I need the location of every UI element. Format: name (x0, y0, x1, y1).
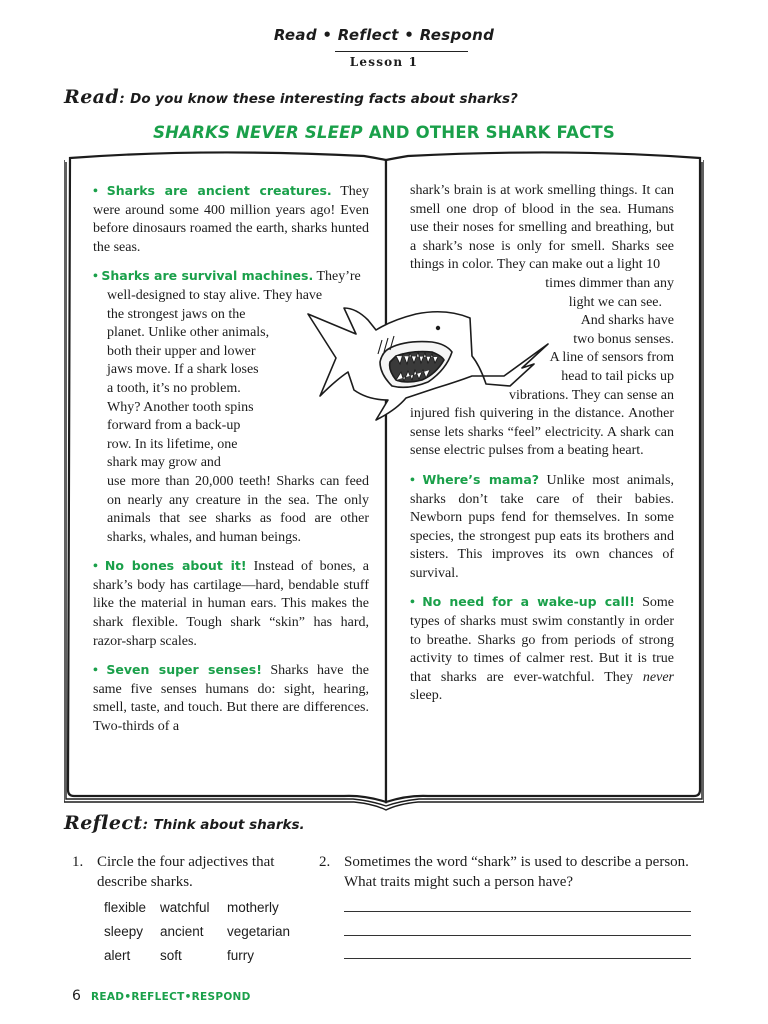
wrap-line: And sharks have (580, 313, 674, 329)
wrap-line: A line of sensors from (549, 350, 674, 366)
bullet-dot-icon: • (93, 184, 98, 199)
fact-mama (410, 471, 674, 584)
answer-line[interactable] (344, 958, 691, 959)
read-question: Do you know these interesting facts about sharks? (130, 91, 518, 107)
fact-label: No bones about it! (104, 558, 247, 574)
fact-ancient (93, 182, 369, 257)
fact-text-end: sleep. (410, 688, 443, 704)
adjective-word[interactable]: vegetarian (227, 924, 291, 939)
reflect-prompt: Think about sharks. (153, 817, 305, 833)
question-1-number: 1. (72, 854, 84, 870)
adjective-word[interactable]: sleepy (104, 924, 144, 939)
adjective-word[interactable]: furry (227, 948, 254, 963)
fact-label: Where’s mama? (422, 471, 540, 487)
headline-italic: SHARKS NEVER SLEEP (153, 123, 363, 142)
bullet-dot-icon: • (93, 663, 98, 679)
read-heading (64, 86, 518, 108)
fact-line: well-designed to stay alive. They have (107, 287, 323, 303)
fact-line: the strongest jaws on the (107, 306, 246, 322)
fact-text: Unlike most animals, sharks don’t take care of their babies. Newborn pups fend for themselves. In some species, the strongest pup eats its brothers and sisters. This improves its own chances of survival. (410, 472, 674, 581)
senses-continued-after: injured fish quivering in the distance. Another sense lets sharks “feel” electricity. A shark can sense electric pulses from a beating heart. (410, 406, 674, 459)
wrap-line: two bonus senses. (573, 331, 674, 347)
adjective-word[interactable]: watchful (160, 900, 210, 915)
article-headline (0, 123, 768, 142)
question-2-text: Sometimes the word “shark” is used to describe a person. What traits might such a person have? (344, 854, 689, 890)
adjective-word[interactable]: flexible (104, 900, 147, 915)
reflect-heading (64, 812, 305, 834)
fact-senses (93, 661, 369, 736)
adjective-word[interactable]: ancient (160, 924, 204, 939)
wrap-line: times dimmer than any (545, 275, 674, 291)
adjective-word[interactable]: motherly (227, 900, 279, 915)
series-title: Read • Reflect • Respond (273, 26, 495, 44)
fact-text: Sharks have the same five senses humans do: sight, hearing, smell, taste, and touch. But there are differences. Two-thirds of a (93, 663, 370, 735)
question-2-number: 2. (319, 854, 331, 870)
fact-bones (93, 557, 369, 651)
wrap-line: vibrations. They can sense an (509, 387, 674, 403)
fact-label: No need for a wake-up call! (422, 594, 635, 610)
wrap-line: light we can see. (568, 294, 662, 310)
wrap-line: head to tail picks up (561, 368, 674, 384)
fact-line: a tooth, it’s no problem. (107, 380, 241, 396)
page-number: 6 (72, 988, 81, 1004)
fact-wake (410, 593, 674, 706)
fact-line: Why? Another tooth spins (107, 399, 254, 415)
fact-line: planet. Unlike other animals, (107, 325, 270, 341)
reflect-label: Reflect (64, 812, 143, 834)
answer-line[interactable] (344, 935, 691, 936)
fact-text: use more than 20,000 teeth! Sharks can feed on nearly any creature in the sea. The only animals that see sharks as food are other sharks, whales, and human beings. (107, 473, 369, 545)
fact-line: forward from a back-up (107, 418, 241, 434)
adjective-word[interactable]: alert (104, 948, 131, 963)
bullet-dot-icon: • (410, 472, 415, 488)
bullet-dot-icon: • (410, 595, 415, 611)
left-column (93, 182, 369, 747)
answer-line[interactable] (344, 911, 691, 912)
lesson-number: Lesson 1 (349, 55, 419, 69)
page-footer (72, 985, 251, 1004)
fact-label: Sharks are ancient creatures. (106, 183, 332, 198)
bullet-dot-icon: • (93, 559, 98, 575)
fact-line: shark may grow and (107, 455, 221, 471)
fact-line: jaws move. If a shark loses (107, 362, 259, 378)
fact-text: Some types of sharks must swim constantly in order to breathe. Sharks go from periods of strong activity to times of calmer rest. But it is true that sharks are ever-watchful. They (410, 595, 675, 685)
fact-line: both their upper and lower (107, 343, 256, 359)
fact-label: Sharks are survival machines. (101, 268, 314, 284)
fact-label: Seven super senses! (106, 662, 262, 678)
emphasis-word: never (642, 669, 674, 685)
headline-rest: AND OTHER SHARK FACTS (362, 123, 615, 142)
senses-continued: shark’s brain is at work smelling things. It can smell one drop of blood in the sea. Humans use their noses for smelling and breathing, but a shark’s nose is only for smell. Sharks see things in color. They can make out a light 10 (410, 183, 674, 273)
fact-line: row. In its lifetime, one (107, 436, 238, 452)
fact-line: They’re (313, 269, 361, 285)
question-1-text: Circle the four adjectives that describe sharks. (97, 854, 275, 890)
reflect-colon: : (142, 815, 149, 833)
read-label: Read (64, 86, 120, 108)
fact-text: They were around some 400 million years ago! Even before dinosaurs roamed the earth, sharks hunted the seas. (93, 184, 370, 255)
read-colon: : (119, 89, 126, 107)
bullet-dot-icon: • (93, 269, 98, 285)
right-column (410, 182, 674, 716)
shark-illustration-icon (296, 300, 556, 430)
footer-series: READ•REFLECT•RESPOND (91, 991, 251, 1003)
adjective-word[interactable]: soft (160, 948, 182, 963)
fact-text: Instead of bones, a shark’s body has cartilage—hard, bendable stuff like the material in human ears. This makes the shark flexible. Tough shark “skin” has hard, razor-sharp scales. (93, 559, 370, 649)
header-rule (335, 51, 468, 52)
